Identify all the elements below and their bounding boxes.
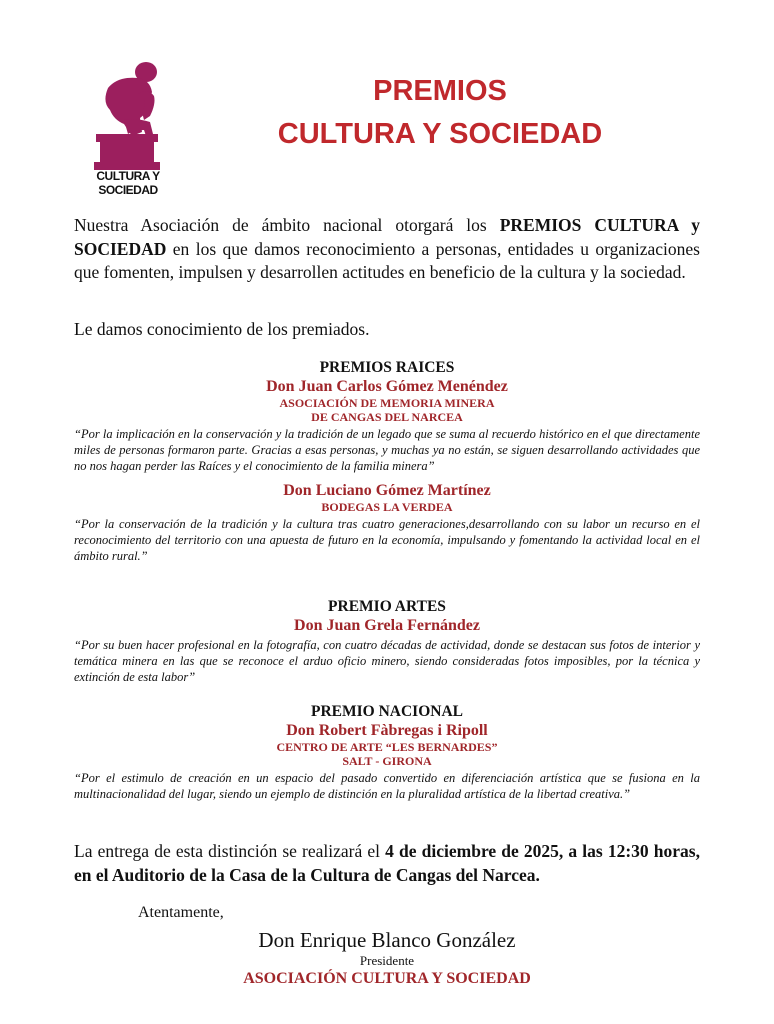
thinker-statue-icon bbox=[88, 58, 168, 173]
winner-name-artes: Don Juan Grela Fernández bbox=[294, 617, 480, 634]
intro-paragraph bbox=[74, 214, 700, 285]
association-logo bbox=[88, 58, 168, 208]
intro-bold: PREMIOS CULTURA y SOCIEDAD bbox=[74, 215, 700, 259]
page-title-line2: CULTURA Y SOCIEDAD bbox=[277, 118, 603, 150]
category-title-raices: PREMIOS RAICES bbox=[319, 359, 455, 376]
signer-name: Don Enrique Blanco González bbox=[258, 928, 516, 952]
winner-org-nacional-b: SALT - GIRONA bbox=[342, 754, 432, 768]
winner-name-2: Don Luciano Gómez Martínez bbox=[283, 482, 491, 499]
logo-text-line1: CULTURA Y bbox=[96, 169, 160, 183]
winner-org-nacional-a: CENTRO DE ARTE “LES BERNARDES” bbox=[276, 740, 498, 754]
lead-sentence: Le damos conocimiento de los premiados. bbox=[74, 319, 370, 339]
winner-org-1a: ASOCIACIÓN DE MEMORIA MINERA bbox=[279, 396, 495, 410]
section-premio-artes bbox=[74, 597, 700, 685]
winner-quote-artes: “Por su buen hacer profesional en la fotografía, con cuatro décadas de actividad, donde se destacan sus fotos de interior y temática minera en las que se reconoce el arduo oficio minero, siendo consideradas fotos imposibles, por la técnica y extinción de esta labor” bbox=[74, 638, 700, 684]
category-title-nacional: PREMIO NACIONAL bbox=[311, 703, 463, 720]
logo-text-line2: SOCIEDAD bbox=[98, 183, 158, 197]
winner-quote-nacional: “Por el estimulo de creación en un espacio del pasado convertido en diferenciación artística que se fusiona en la multinacionalidad del lugar, siendo un ejemplo de distinción en la pluralidad artística de la libertad creativa.” bbox=[74, 771, 700, 801]
winner-name-1: Don Juan Carlos Gómez Menéndez bbox=[266, 378, 508, 395]
ceremony-paragraph bbox=[74, 840, 700, 887]
category-title-artes: PREMIO ARTES bbox=[328, 598, 446, 615]
winner-name-nacional: Don Robert Fàbregas i Ripoll bbox=[286, 722, 488, 739]
section-premios-raices bbox=[74, 358, 700, 564]
winner-org-2: BODEGAS LA VERDEA bbox=[321, 500, 453, 514]
page-title-line1: PREMIOS bbox=[373, 75, 507, 107]
regards-text: Atentamente, bbox=[138, 904, 224, 921]
winner-quote-2: “Por la conservación de la tradición y la cultura tras cuatro generaciones,desarrollando con su labor un recurso en el reconocimiento del territorio con una apuesta de futuro en la economía, impulsando y fomentando la actividad local en el ámbito rural.” bbox=[74, 517, 700, 563]
winner-quote-1: “Por la implicación en la conservación y la tradición de un legado que se suma al recuerdo histórico en el que directamente miles de personas formaron parte. Gracias a esas personas, y muchas ya no están, se siguen desarrollando actividades que no nos hagan perder las Raíces y el conocimiento de la familia minera” bbox=[74, 427, 700, 473]
ceremony-text: La entrega de esta distinción se realizará el bbox=[74, 841, 386, 861]
intro-text-2: en los que damos reconocimiento a personas, entidades u organizaciones que fomenten, impulsen y desarrollen actitudes en beneficio de la cultura y la sociedad. bbox=[74, 238, 700, 282]
intro-text-1: Nuestra Asociación de ámbito nacional otorgará los bbox=[74, 215, 500, 235]
ceremony-bold: 4 de diciembre de 2025, a las 12:30 horas, en el Auditorio de la Casa de la Cultura de Cangas del Narcea. bbox=[74, 841, 700, 885]
section-premio-nacional bbox=[74, 702, 700, 802]
winner-org-1b: DE CANGAS DEL NARCEA bbox=[311, 410, 463, 424]
association-name: ASOCIACIÓN CULTURA Y SOCIEDAD bbox=[243, 970, 531, 987]
signer-role: Presidente bbox=[359, 953, 415, 968]
